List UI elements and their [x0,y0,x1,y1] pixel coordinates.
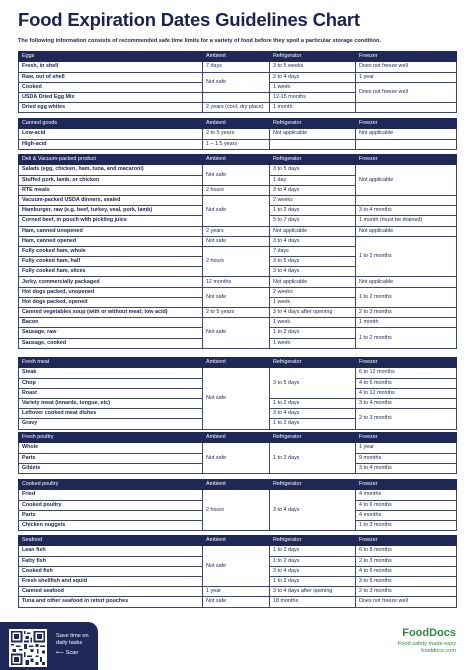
ambient-cell: 2 to 5 years [203,308,270,318]
refrigerator-cell: 2 to 4 days [270,72,356,82]
save-time-text: Save time on daily tasks [56,633,89,646]
fooddocs-logo[interactable]: FoodDocs [402,627,456,639]
table-row [19,72,457,82]
ambient-cell: Not safe [203,443,270,474]
refrigerator-cell: 3 to 4 days after opening [270,587,356,597]
table-row [19,287,457,297]
freezer-cell: 6 to 12 months [356,368,457,378]
column-header: Ambient [203,358,270,368]
column-header: Freezer [356,155,457,165]
refrigerator-cell: 3 to 4 days [270,236,356,246]
section-title: Eggs [19,52,203,62]
ambient-cell: 2 to 5 years [203,129,270,139]
ambient-cell: Not safe [203,368,270,429]
section-title: Cooked poultry [19,480,203,490]
column-header: Refrigerator [270,536,356,546]
ambient-cell: Not safe [203,72,270,92]
food-item-cell: Chicken nuggets [19,520,203,530]
table-row [19,62,457,72]
ambient-cell: 1 year [203,587,270,597]
brand-tagline: Food safety made easy [397,641,456,647]
ambient-cell: 2 years (cool, dry place) [203,103,270,113]
table-row [19,129,457,139]
freezer-cell: 2 to 3 months [356,556,457,566]
scan-label: ⟵ Scan [56,650,79,656]
food-item-cell: Hot dogs packed, unopened [19,287,203,297]
column-header: Refrigerator [270,52,356,62]
freezer-cell: 6 to 8 months [356,546,457,556]
ambient-cell: Not safe [203,165,270,185]
page-subtitle: The following information consists of recommended safe time limits for a variety of food before they spoil a particular storage condition. [18,38,382,44]
table-row [19,546,457,556]
food-item-cell: Corned beef, in pouch with pickling juice [19,216,203,226]
freezer-cell: 1 to 2 months [356,287,457,307]
food-item-cell: Ham, canned opened [19,236,203,246]
food-item-cell: Salads (egg, chicken, ham, tuna, and macaroni) [19,165,203,175]
freezer-cell: 1 month (must be drained) [356,216,457,226]
ambient-cell: Not safe [203,546,270,587]
freezer-cell: 2 to 3 months [356,308,457,318]
refrigerator-cell: 1 week [270,297,356,307]
table-deli [18,154,457,349]
food-item-cell: Fatty fish [19,556,203,566]
freezer-cell: Not applicable [356,277,457,287]
footer [0,613,474,670]
column-header: Refrigerator [270,433,356,443]
table-row [19,103,457,113]
ambient-cell: 1 – 1.5 years [203,139,270,149]
refrigerator-cell: 1 to 2 days [270,328,356,338]
refrigerator-cell: 3 to 4 days [270,185,356,195]
table-header-row [19,480,457,490]
brand-block [398,627,456,654]
table-row [19,597,457,607]
freezer-cell: 9 months [356,453,457,463]
section-title: Deli & Vacuum-packed product [19,155,203,165]
refrigerator-cell: 3 to 4 days [270,267,356,277]
food-item-cell: Cooked [19,82,203,92]
freezer-cell: Does not freeze well [356,597,457,607]
refrigerator-cell: Not applicable [270,277,356,287]
section-title: Canned goods [19,119,203,129]
freezer-cell: 1 to 3 months [356,520,457,530]
freezer-cell: 1 to 2 months [356,328,457,348]
ambient-cell: 12 months [203,277,270,287]
table-row [19,236,457,246]
ambient-cell: 2 hours [203,490,270,531]
ambient-cell: 2 hours [203,185,270,195]
food-item-cell: Cooked poultry [19,500,203,510]
refrigerator-cell: 3 to 5 days [270,257,356,267]
qr-code-icon[interactable] [9,629,47,667]
qr-panel[interactable] [0,622,98,670]
food-item-cell: Canned seafood [19,587,203,597]
freezer-cell [356,195,457,205]
table-row [19,277,457,287]
food-item-cell: Lean fish [19,546,203,556]
section-title: Fresh meat [19,358,203,368]
table-row [19,165,457,175]
food-item-cell: Leftover cooked meat dishes [19,409,203,419]
refrigerator-cell: Not applicable [270,226,356,236]
ambient-cell: 2 years [203,226,270,236]
column-header: Refrigerator [270,358,356,368]
refrigerator-cell: 1 month [270,103,356,113]
table-row [19,226,457,236]
ambient-cell: Not safe [203,597,270,607]
refrigerator-cell: Not applicable [270,129,356,139]
food-item-cell: Fresh shellfish and squid [19,576,203,586]
food-item-cell: Giblets [19,463,203,473]
freezer-cell: 2 to 3 months [356,587,457,597]
refrigerator-cell: 5 to 7 days [270,216,356,226]
food-item-cell: Fully cooked ham, half [19,257,203,267]
column-header: Freezer [356,52,457,62]
refrigerator-cell: 1 day [270,175,356,185]
food-item-cell: Parts [19,510,203,520]
column-header: Refrigerator [270,119,356,129]
column-header: Ambient [203,433,270,443]
freezer-cell: 1 to 2 months [356,236,457,277]
food-item-cell: Vacuum-packed USDA dinners, sealed [19,195,203,205]
food-item-cell: Gravy [19,419,203,429]
freezer-cell: Does not freeze well [356,62,457,72]
food-item-cell: USDA Dried Egg Mix [19,92,203,102]
column-header: Ambient [203,480,270,490]
column-header: Freezer [356,433,457,443]
refrigerator-cell: 1 to 2 days [270,419,356,429]
column-header: Ambient [203,155,270,165]
freezer-cell: 4 months [356,490,457,500]
section-title: Seafood [19,536,203,546]
food-item-cell: Tuna and other seafood in retort pouches [19,597,203,607]
food-item-cell: Chop [19,378,203,388]
refrigerator-cell: 1 to 2 days [270,206,356,216]
refrigerator-cell [270,139,356,149]
food-item-cell: Sausage, raw [19,328,203,338]
refrigerator-cell: 3 to 4 days after opening [270,308,356,318]
column-header: Freezer [356,119,457,129]
refrigerator-cell: 1 to 2 days [270,576,356,586]
food-item-cell: High-acid [19,139,203,149]
food-item-cell: Low-acid [19,129,203,139]
freezer-cell: 3 to 4 months [356,398,457,408]
refrigerator-cell: 12-15 months [270,92,356,102]
food-item-cell: Hot dogs packed, opened [19,297,203,307]
brand-website-link[interactable]: fooddocs.com [421,648,456,654]
food-item-cell: Steak [19,368,203,378]
column-header: Freezer [356,358,457,368]
food-item-cell: Hamburger, raw (e.g. beef, turkey, veal, pork, lamb) [19,206,203,216]
table-row [19,443,457,453]
refrigerator-cell: 3 to 4 days [270,409,356,419]
freezer-cell: 4 to 12 months [356,388,457,398]
refrigerator-cell: 2 weeks [270,195,356,205]
freezer-cell [356,139,457,149]
freezer-cell: 4 to 6 months [356,500,457,510]
freezer-cell: Not applicable [356,129,457,139]
refrigerator-cell: 2 weeks [270,287,356,297]
food-item-cell: Fresh, in shell [19,62,203,72]
freezer-cell: 4 months [356,510,457,520]
refrigerator-cell: 3 to 5 days [270,165,356,175]
column-header: Refrigerator [270,480,356,490]
refrigerator-cell: 1 week [270,338,356,348]
freezer-cell: 1 month [356,318,457,328]
freezer-cell: 1 year [356,443,457,453]
column-header: Freezer [356,536,457,546]
freezer-cell: 4 to 6 months [356,378,457,388]
refrigerator-cell: 7 days [270,246,356,256]
table-poultry [18,432,457,474]
table-header-row [19,52,457,62]
food-item-cell: Canned vegetables soup (with or without meat; low acid) [19,308,203,318]
table-header-row [19,119,457,129]
table-row [19,490,457,500]
refrigerator-cell: 3 to 5 weeks [270,62,356,72]
table-row [19,368,457,378]
table-meat [18,357,457,430]
freezer-cell: 2 to 3 months [356,409,457,429]
freezer-cell: Not applicable [356,226,457,236]
table-row [19,308,457,318]
column-header: Ambient [203,52,270,62]
food-item-cell: Bacon [19,318,203,328]
freezer-cell: 3 to 6 months [356,576,457,586]
refrigerator-cell: 3 to 5 days [270,368,356,399]
table-row [19,587,457,597]
refrigerator-cell: 3 to 4 days [270,566,356,576]
food-item-cell: RTE meals [19,185,203,195]
freezer-cell: 3 to 4 months [356,206,457,216]
table-row [19,195,457,205]
food-item-cell: Sausage, cooked [19,338,203,348]
table-header-row [19,433,457,443]
freezer-cell: 1 year [356,72,457,82]
ambient-cell: 2 hours [203,246,270,277]
food-item-cell: Whole [19,443,203,453]
refrigerator-cell: 1 to 2 days [270,398,356,408]
table-header-row [19,536,457,546]
ambient-cell: Not safe [203,236,270,246]
food-item-cell: Parts [19,453,203,463]
refrigerator-cell: 1 to 2 days [270,546,356,556]
ambient-cell: Not safe [203,287,270,307]
refrigerator-cell: 18 months [270,597,356,607]
food-item-cell: Jerky, commercially packaged [19,277,203,287]
food-item-cell: Dried egg whites [19,103,203,113]
table-eggs [18,51,457,113]
freezer-cell: Not applicable [356,165,457,196]
food-item-cell: Fried [19,490,203,500]
section-title: Fresh poultry [19,433,203,443]
table-row [19,318,457,328]
food-item-cell: Fully cooked ham, whole [19,246,203,256]
food-item-cell: Cooked fish [19,566,203,576]
freezer-cell: Does not freeze well [356,82,457,102]
refrigerator-cell: 1 to 2 days [270,556,356,566]
freezer-cell [356,103,457,113]
food-item-cell: Ham, canned unopened [19,226,203,236]
table-canned [18,118,457,150]
column-header: Refrigerator [270,155,356,165]
table-seafood [18,535,457,608]
ambient-cell: Not safe [203,195,270,226]
refrigerator-cell: 3 to 4 days [270,490,356,531]
food-item-cell: Fully cooked ham, slices [19,267,203,277]
food-item-cell: Stuffed pork, lamb, or chicken [19,175,203,185]
ambient-cell: 7 days [203,62,270,72]
refrigerator-cell: 1 to 2 days [270,443,356,474]
page-title: Food Expiration Dates Guidelines Chart [18,9,360,30]
food-item-cell: Raw, out of shell [19,72,203,82]
refrigerator-cell: 1 week [270,318,356,328]
table-row [19,139,457,149]
column-header: Ambient [203,536,270,546]
table-cookedpoultry [18,479,457,531]
column-header: Ambient [203,119,270,129]
refrigerator-cell: 1 week [270,82,356,92]
food-item-cell: Roast [19,388,203,398]
freezer-cell: 3 to 4 months [356,463,457,473]
ambient-cell: Not safe [203,318,270,349]
table-header-row [19,155,457,165]
table-header-row [19,358,457,368]
column-header: Freezer [356,480,457,490]
ambient-cell [203,92,270,102]
food-item-cell: Variety meat (innards, tongue, etc) [19,398,203,408]
freezer-cell: 4 to 6 months [356,566,457,576]
